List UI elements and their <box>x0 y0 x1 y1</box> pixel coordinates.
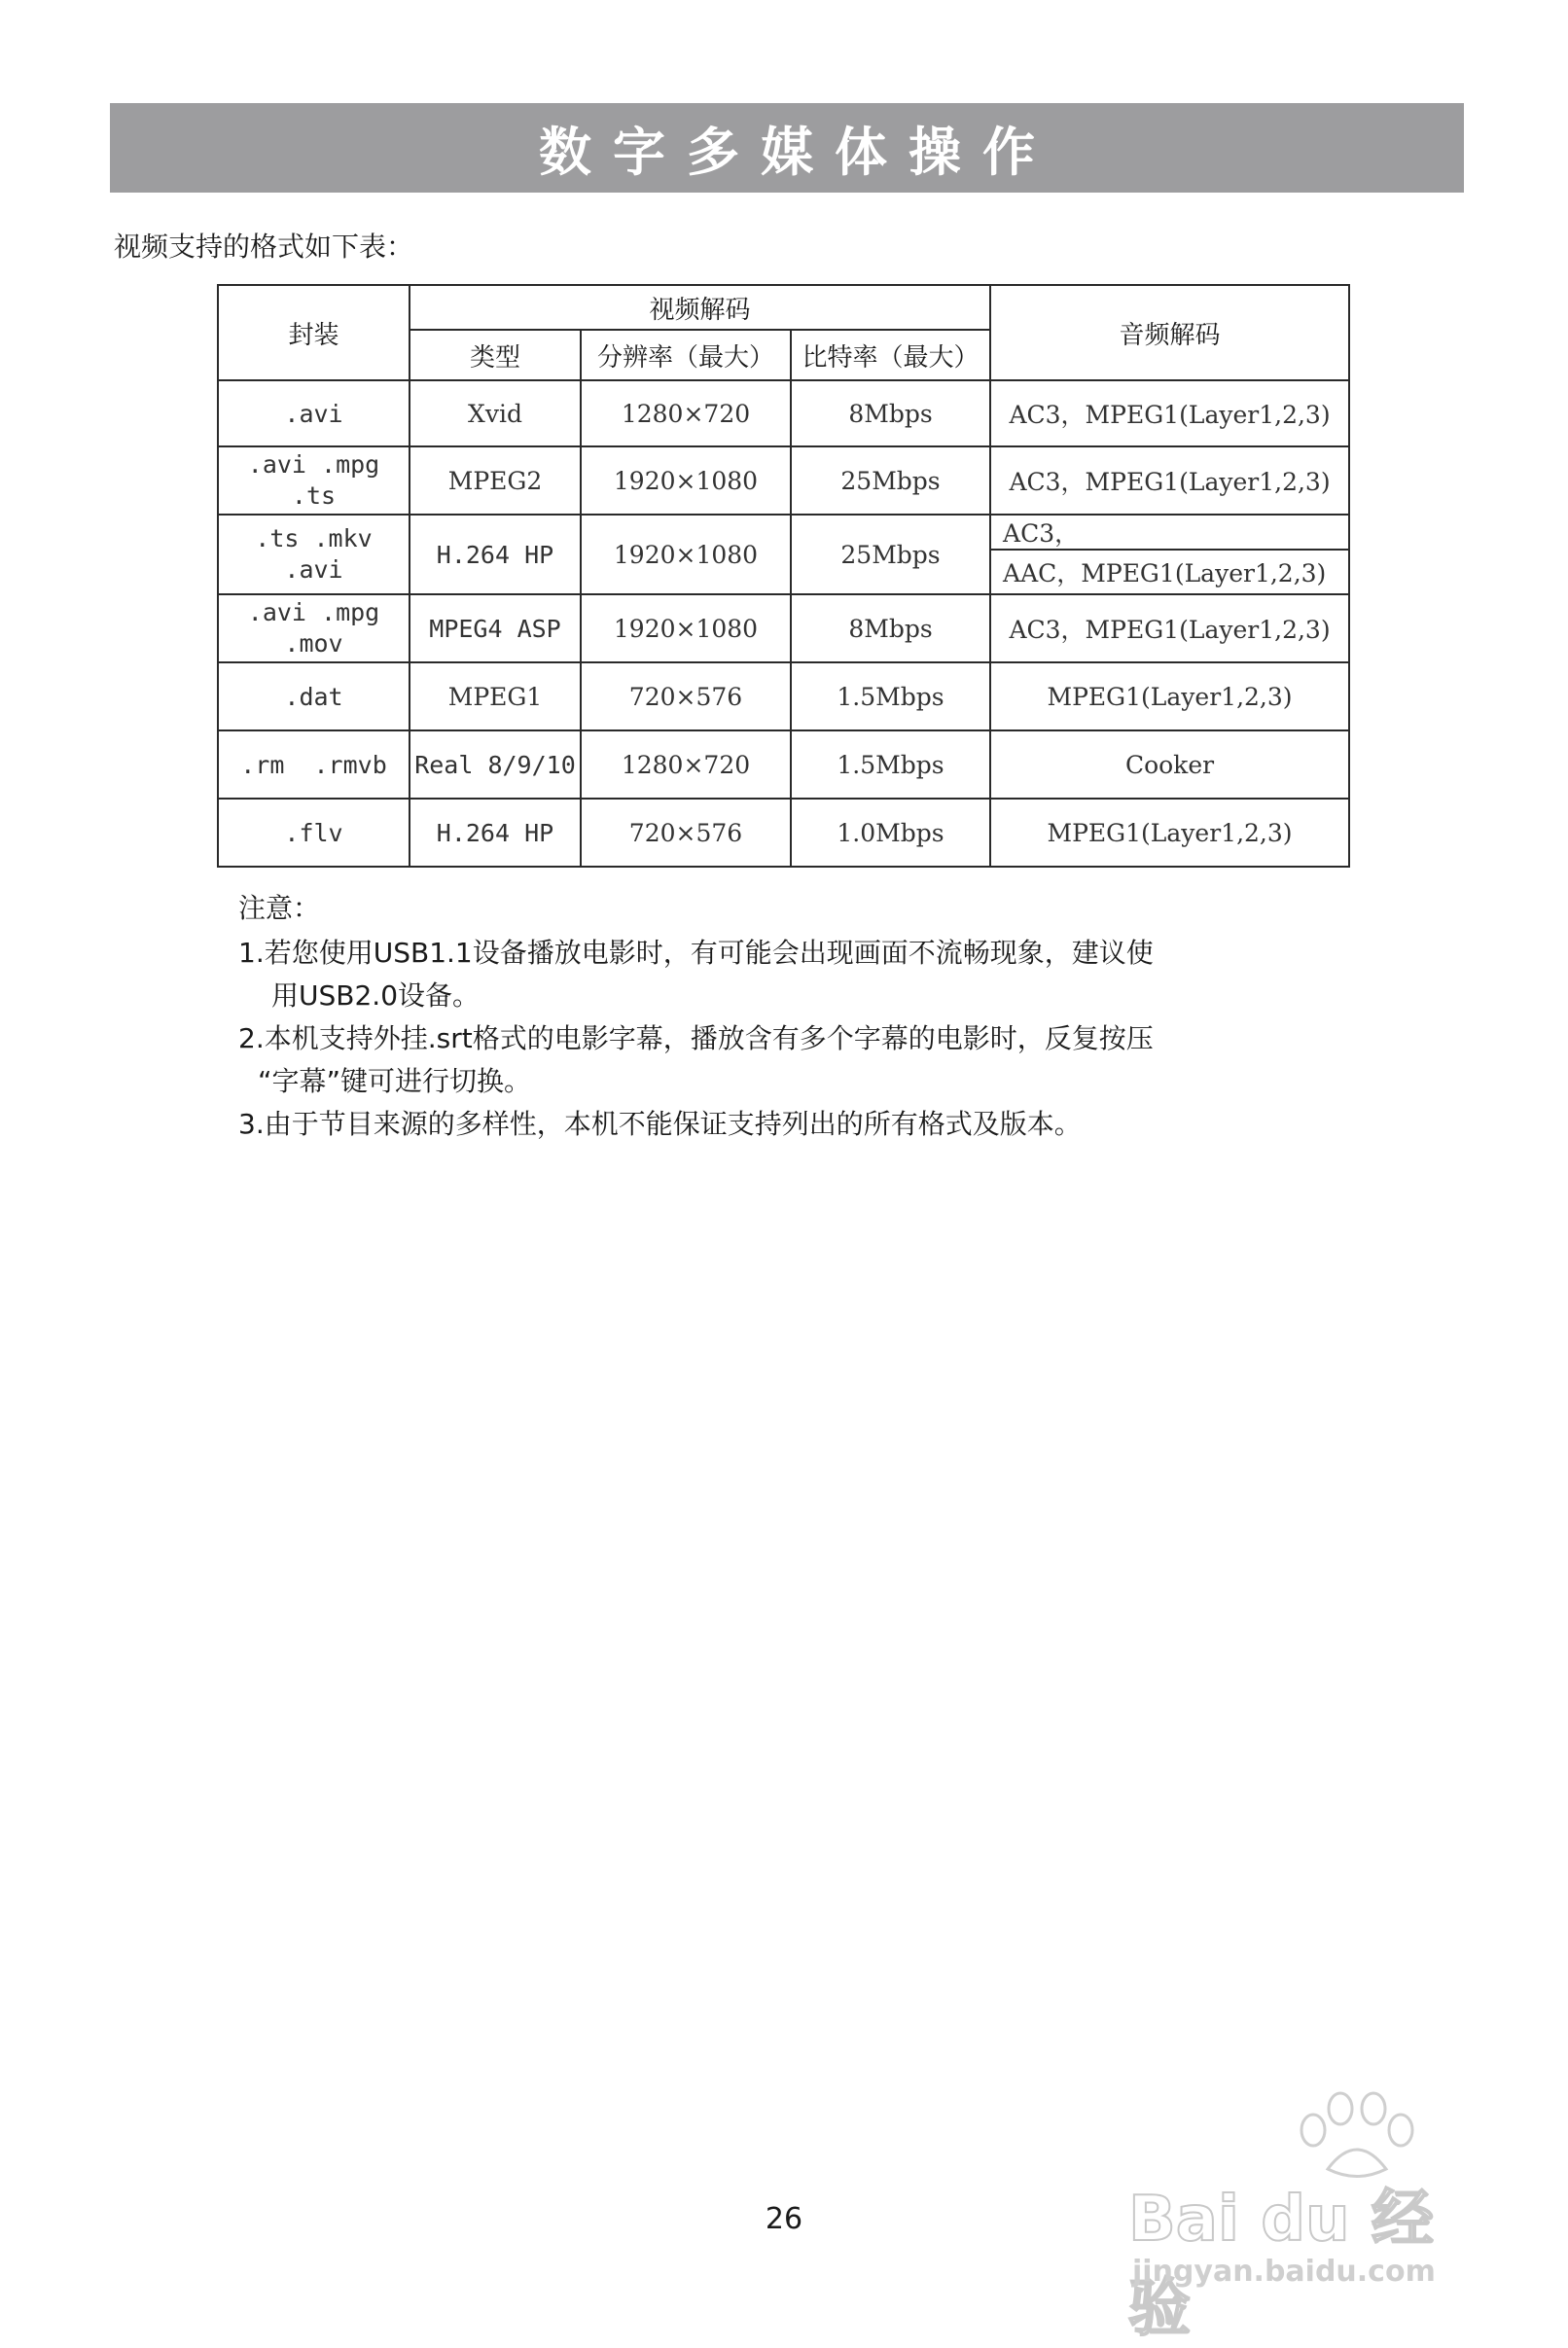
cell-type: H.264 HP <box>410 799 581 867</box>
cell-bitrate: 1.0Mbps <box>791 799 990 867</box>
table-row <box>218 594 1349 662</box>
cell-audio <box>990 515 1349 594</box>
cell-container: .flv <box>218 799 410 867</box>
cell-type: MPEG4 ASP <box>410 594 581 662</box>
table-row <box>218 730 1349 799</box>
cell-container <box>218 515 410 594</box>
header-audio-decode: 音频解码 <box>990 285 1349 380</box>
paw-icon <box>1284 2091 1430 2179</box>
cell-bitrate: 1.5Mbps <box>791 730 990 799</box>
table-row <box>218 380 1349 446</box>
cell-container: .dat <box>218 662 410 730</box>
page-number: 26 <box>765 2202 803 2236</box>
table-row <box>218 515 1349 594</box>
cell-type: H.264 HP <box>410 515 581 594</box>
container-line: .avi .mpg <box>247 598 380 626</box>
header-type: 类型 <box>410 330 581 380</box>
cell-resolution: 1920×1080 <box>581 515 791 594</box>
container-line: .avi .mpg <box>247 450 380 479</box>
cell-type: Real 8/9/10 <box>410 730 581 799</box>
audio-line: AAC，MPEG1(Layer1,2,3) <box>1003 559 1327 587</box>
header-bitrate: 比特率（最大） <box>791 330 990 380</box>
note-item-1-line-1: 1.若您使用USB1.1设备播放电影时，有可能会出现画面不流畅现象，建议使 <box>238 937 1154 969</box>
container-line: .avi <box>284 555 343 584</box>
section-header <box>110 103 1464 193</box>
cell-resolution: 1920×1080 <box>581 446 791 515</box>
header-container: 封装 <box>218 285 410 380</box>
cell-resolution: 720×576 <box>581 799 791 867</box>
header-resolution: 分辨率（最大） <box>581 330 791 380</box>
note-item-2-line-1: 2.本机支持外挂.srt格式的电影字幕，播放含有多个字幕的电影时，反复按压 <box>238 1022 1154 1054</box>
cell-type: MPEG2 <box>410 446 581 515</box>
audio-line: AC3， <box>991 516 1348 551</box>
cell-resolution: 1920×1080 <box>581 594 791 662</box>
cell-bitrate: 8Mbps <box>791 380 990 446</box>
cell-bitrate: 1.5Mbps <box>791 662 990 730</box>
cell-container: .avi <box>218 380 410 446</box>
cell-container <box>218 594 410 662</box>
cell-container: .rm .rmvb <box>218 730 410 799</box>
cell-bitrate: 25Mbps <box>791 515 990 594</box>
cell-audio: MPEG1(Layer1,2,3) <box>990 662 1349 730</box>
container-line: .ts .mkv <box>255 524 373 552</box>
intro-text: 视频支持的格式如下表： <box>114 231 414 263</box>
cell-bitrate: 8Mbps <box>791 594 990 662</box>
watermark-url: jingyan.baidu.com <box>1132 2255 1436 2289</box>
cell-audio: AC3，MPEG1(Layer1,2,3) <box>990 380 1349 446</box>
notes-title: 注意： <box>238 892 321 924</box>
cell-audio: AC3，MPEG1(Layer1,2,3) <box>990 594 1349 662</box>
container-line: .mov <box>284 629 343 658</box>
notes-section <box>238 887 1357 1146</box>
table-row <box>218 662 1349 730</box>
section-title: 数字多媒体操作 <box>539 121 1056 183</box>
cell-type: MPEG1 <box>410 662 581 730</box>
baidu-watermark <box>1119 2091 1488 2345</box>
table-row <box>218 799 1349 867</box>
cell-bitrate: 25Mbps <box>791 446 990 515</box>
header-video-decode: 视频解码 <box>410 285 990 330</box>
cell-resolution: 720×576 <box>581 662 791 730</box>
cell-audio: MPEG1(Layer1,2,3) <box>990 799 1349 867</box>
format-table <box>217 284 1350 868</box>
cell-audio: Cooker <box>990 730 1349 799</box>
cell-type: Xvid <box>410 380 581 446</box>
cell-audio: AC3，MPEG1(Layer1,2,3) <box>990 446 1349 515</box>
note-item-2-line-2: “字幕”键可进行切换。 <box>258 1065 532 1097</box>
table-row <box>218 446 1349 515</box>
watermark-brand: Bai du 经验 <box>1128 2184 1434 2345</box>
cell-resolution: 1280×720 <box>581 730 791 799</box>
note-item-1-line-2: 用USB2.0设备。 <box>271 979 481 1012</box>
cell-container <box>218 446 410 515</box>
note-item-3: 3.由于节目来源的多样性，本机不能保证支持列出的所有格式及版本。 <box>238 1108 1082 1140</box>
cell-resolution: 1280×720 <box>581 380 791 446</box>
container-line: .ts <box>291 481 337 510</box>
